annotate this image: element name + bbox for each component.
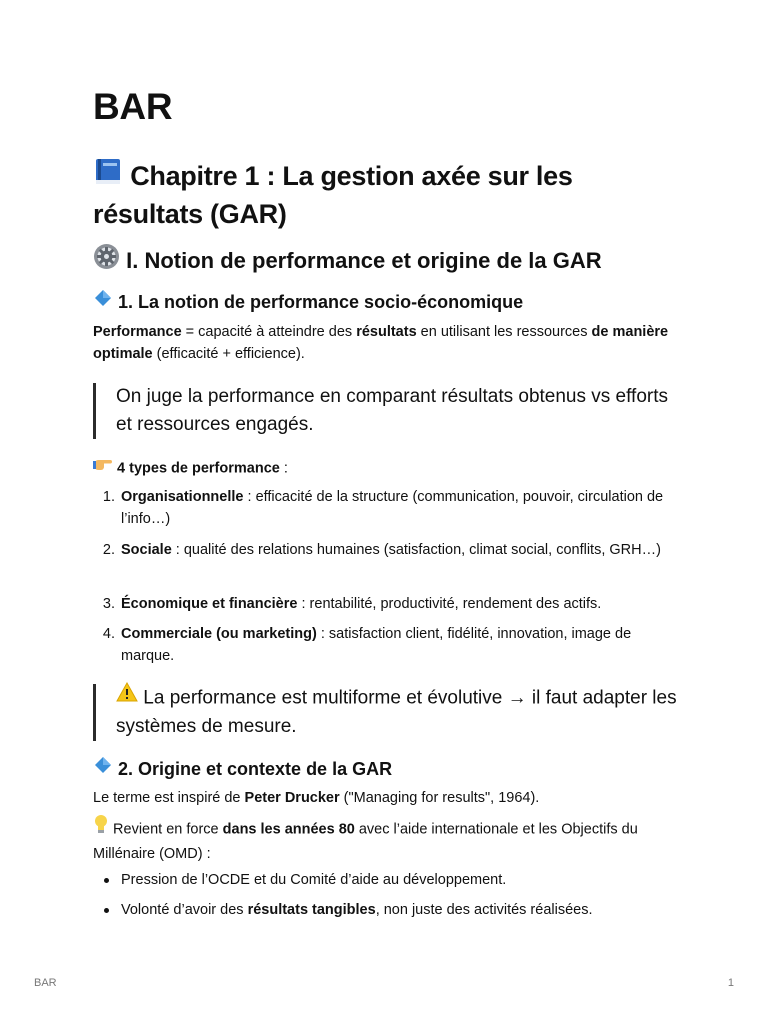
text-span: = capacité à atteindre des xyxy=(181,324,357,340)
list-number: 2. xyxy=(102,542,115,558)
text-span: , non juste des activités réalisées. xyxy=(375,902,593,918)
book-icon xyxy=(93,156,123,194)
gear-icon xyxy=(93,243,120,277)
types-heading xyxy=(93,457,685,480)
blockquote-2-text: La performance est multiforme et évolutive → il faut adapter les systèmes de mesure. xyxy=(116,687,677,737)
text-span: Volonté d’avoir des xyxy=(121,902,248,918)
lightbulb-icon xyxy=(93,814,109,841)
return-paragraph xyxy=(93,816,685,865)
origin-paragraph xyxy=(93,787,685,809)
blockquote-1-text: On juge la performance en comparant résultats obtenus vs efforts et ressources engagés. xyxy=(116,386,669,435)
bullet-item xyxy=(93,899,685,921)
list-item xyxy=(93,486,685,530)
subsection-title-2-text: 2. Origine et contexte de la GAR xyxy=(118,759,393,779)
text-span: avec l’aide internationale et les Objectifs du Millénaire (OMD) : xyxy=(93,821,638,862)
blockquote-1 xyxy=(93,383,685,439)
footer-doc-name: BAR xyxy=(34,977,57,989)
doc-title: BAR xyxy=(93,86,173,127)
term-performance: Performance xyxy=(93,324,182,340)
list-number: 3. xyxy=(102,596,115,612)
blockquote-2 xyxy=(93,684,685,741)
text-span: ("Managing for results", 1964). xyxy=(339,790,540,806)
subsection-title-1-text: 1. La notion de performance socio-économique xyxy=(118,292,524,312)
subsection-title-2 xyxy=(93,757,392,783)
diamond-icon xyxy=(93,288,113,314)
types-heading-rest: : xyxy=(279,460,288,477)
list-item-rest: : rentabilité, productivité, rendement des actifs. xyxy=(297,596,602,612)
bullet-item xyxy=(93,869,685,891)
pointing-hand-icon xyxy=(93,455,113,478)
bullet-dot xyxy=(104,878,109,883)
term-eighties: dans les années 80 xyxy=(222,821,355,838)
text-span: (efficacité + efficience). xyxy=(152,346,305,362)
list-number: 1. xyxy=(102,489,115,505)
list-item-bold: Économique et financière xyxy=(121,596,298,612)
subsection-title-1 xyxy=(93,290,523,316)
bullet-dot xyxy=(104,908,109,913)
chapter-title-text: Chapitre 1 : La gestion axée sur les résultats (GAR) xyxy=(93,161,573,229)
term-results: résultats xyxy=(356,324,417,340)
warning-icon xyxy=(116,682,138,711)
term-optimal: de manière optimale xyxy=(93,324,669,362)
list-item-rest: : satisfaction client, fidélité, innovation, image de marque. xyxy=(121,626,632,664)
list-item-bold: Sociale xyxy=(121,542,172,558)
term-tangible: résultats tangibles xyxy=(247,902,376,918)
footer-page-number: 1 xyxy=(727,977,734,989)
text-span: Le terme est inspiré de xyxy=(93,790,245,806)
text-span: en utilisant les ressources xyxy=(416,324,592,340)
chapter-title xyxy=(93,159,673,231)
list-item xyxy=(93,593,685,615)
text-span: Revient en force xyxy=(109,821,223,838)
section-title xyxy=(93,245,602,279)
list-item-bold: Organisationnelle xyxy=(121,489,244,505)
types-heading-bold: 4 types de performance xyxy=(117,460,280,477)
list-number: 4. xyxy=(102,626,115,642)
list-item-rest: : qualité des relations humaines (satisfaction, climat social, conflits, GRH…) xyxy=(171,542,661,558)
list-item-bold: Commerciale (ou marketing) xyxy=(121,626,317,642)
text-span: Pression de l’OCDE et du Comité d’aide au développement. xyxy=(121,872,507,888)
term-drucker: Peter Drucker xyxy=(244,790,340,806)
list-item xyxy=(93,623,685,667)
list-item-rest: : efficacité de la structure (communication, pouvoir, circulation de l’info…) xyxy=(121,489,664,527)
performance-definition xyxy=(93,321,685,365)
list-item xyxy=(93,539,685,561)
section-title-text: I. Notion de performance et origine de la GAR xyxy=(126,247,602,273)
diamond-icon xyxy=(93,755,113,781)
